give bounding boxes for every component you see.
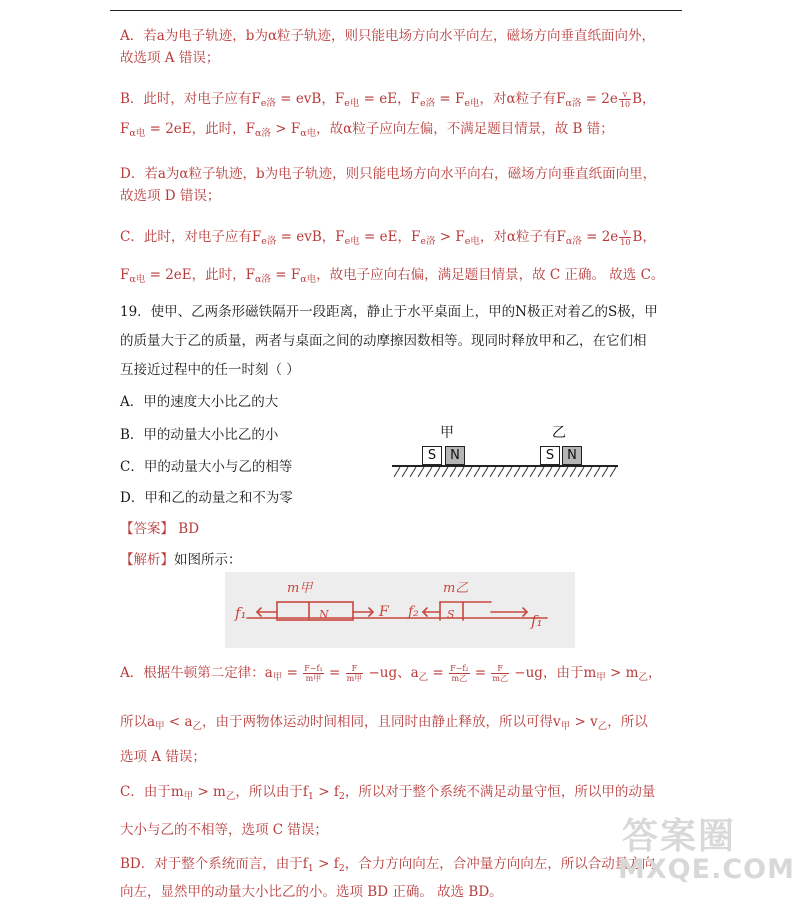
sketch-label-f1: f₁ <box>235 604 247 622</box>
sketch-label-S: S <box>447 608 455 621</box>
question-19-stem-line2: 的质量大于乙的质量，两者与桌面之间的动摩擦因数相等。现同时释放甲和乙，在它们相 <box>120 333 647 349</box>
analysis-19-option-bd-line1: BD．对于整个系统而言，由于$f_1 > f_2$，合力方向向左，合冲量方向向左，所以合动量方向 <box>120 856 656 874</box>
analysis-19-option-a-line2: 所以$a_甲 < a_乙$，由于两物体运动时间相同，且同时由静止释放，所以可得$v_甲 > v_乙$，所以 <box>120 714 648 732</box>
question-19-option-b: B．甲的动量大小比乙的小 <box>120 427 279 443</box>
fraction: $\frac{F}{\text{m乙}}$ <box>492 664 508 683</box>
question-19-stem-line3: 互接近过程中的任一时刻（ ） <box>120 362 300 378</box>
analysis-18-option-a-line1: A．若a为电子轨迹，b为α粒子轨迹，则只能电场方向水平向左，磁场方向垂直纸面向外， <box>120 28 656 44</box>
analysis-18-option-b-line2: $F_{\alpha 电} = 2eE$，此时，$F_{\alpha 洛} > F_{\alpha 电}$，故α粒子应向左偏，不满足题目情景，故 B 错； <box>120 121 614 139</box>
question-19-option-d: D．甲和乙的动量之和不为零 <box>120 490 293 506</box>
analysis-18-option-b-line1: B．此时，对电子应有$F_{e洛}$ = evB，$F_{e电}$ = eE，$F_{e洛} = F_{e电}$，对α粒子有$F_{\alpha 洛} = 2e$ $\frac{v}{10}$ B， <box>120 90 656 109</box>
fraction-v-over-10: $\frac{v}{10}$ <box>620 228 631 247</box>
analysis-19-option-bd-line2: 向左，显然甲的动量大小比乙的小。选项 BD 正确。 故选 BD。 <box>120 884 503 900</box>
sketch-label-N: N <box>319 608 329 621</box>
site-watermark <box>612 808 795 894</box>
fraction-v-over-10: $\frac{v}{10}$ <box>619 90 631 109</box>
answer-value: BD <box>178 521 200 537</box>
fraction: $\frac{\text{F−f₁}}{\text{m甲}}$ <box>304 664 323 683</box>
question-19-stem-line1: 19．使甲、乙两条形磁铁隔开一段距离，静止于水平桌面上，甲的N极正对着乙的S极，甲 <box>120 304 658 320</box>
magnet-yi-n-pole: N <box>562 446 582 465</box>
table-hatching <box>392 467 618 477</box>
analysis-18-option-a-line2: 故选项 A 错误； <box>120 50 220 66</box>
magnet-jia-n-pole: N <box>445 446 465 465</box>
watermark-logo-text: 答案圈 <box>622 816 737 857</box>
label-yi: 乙 <box>552 425 566 441</box>
fraction: $\frac{F}{\text{m甲}}$ <box>346 664 363 683</box>
magnet-jia-s-pole: S <box>422 446 442 465</box>
handwritten-force-sketch <box>225 572 575 648</box>
sketch-drawing <box>225 572 575 648</box>
analysis-19-option-c-line1: C．由于$m_甲 > m_乙$，所以由于$f_1 > f_2$，所以对于整个系统不满足动量守恒，所以甲的动量 <box>120 784 656 802</box>
analysis-18-option-d-line1: D．若a为α粒子轨迹，b为电子轨迹，则只能电场方向水平向右，磁场方向垂直纸面向里， <box>120 166 657 182</box>
question-19-option-a: A．甲的速度大小比乙的大 <box>120 394 279 410</box>
answer-line: 【答案】 BD <box>120 521 200 537</box>
sketch-label-m-jia: m甲 <box>287 581 313 596</box>
magnet-yi-s-pole: S <box>540 446 560 465</box>
question-19-option-c: C．甲的动量大小与乙的相等 <box>120 459 293 475</box>
sketch-label-m-yi: m乙 <box>443 581 469 596</box>
analysis-18-option-d-line2: 故选项 D 错误； <box>120 188 221 204</box>
analysis-18-option-c-line1: C．此时，对电子应有$F_{e洛}$ = evB，$F_{e电}$ = eE，$F_{e洛} > F_{e电}$，对α粒子有$F_{\alpha 洛} = 2e$ $\frac{v}{10}$ B， <box>120 228 656 247</box>
magnets-diagram <box>392 422 618 477</box>
analysis-intro: 【解析】如图所示： <box>120 552 242 568</box>
header-rule <box>110 10 682 11</box>
label-jia: 甲 <box>440 425 454 441</box>
sketch-label-F: F <box>379 604 389 620</box>
analysis-19-option-c-line2: 大小与乙的不相等，选项 C 错误； <box>120 822 328 838</box>
sketch-label-f2: f₂ <box>408 604 419 620</box>
sketch-label-f1-right: f₁ <box>531 612 543 630</box>
watermark-url: MXQE.COM <box>618 854 795 885</box>
analysis-19-option-a-line3: 选项 A 错误； <box>120 749 206 765</box>
analysis-18-option-c-line2: $F_{\alpha 电} = 2eE$，此时，$F_{\alpha 洛} = F_{\alpha 电}$，故电子应向右偏，满足题目情景，故 C 正确。 故选 C。 <box>120 267 665 285</box>
fraction: $\frac{\text{F−f₂}}{\text{m乙}}$ <box>450 664 469 683</box>
analysis-19-option-a-line1: A．根据牛顿第二定律：$a_甲$ = $\frac{\text{F−f₁}}{\text{m甲}}$ = $\frac{F}{\text{m甲}}$ −ug、$a_乙$ = $\frac{\text{F−f₂}}{\text{m乙}}$ = $\frac{F}{\text{m乙}}$ −ug，由于$m_甲 > m_乙$， <box>120 664 662 683</box>
